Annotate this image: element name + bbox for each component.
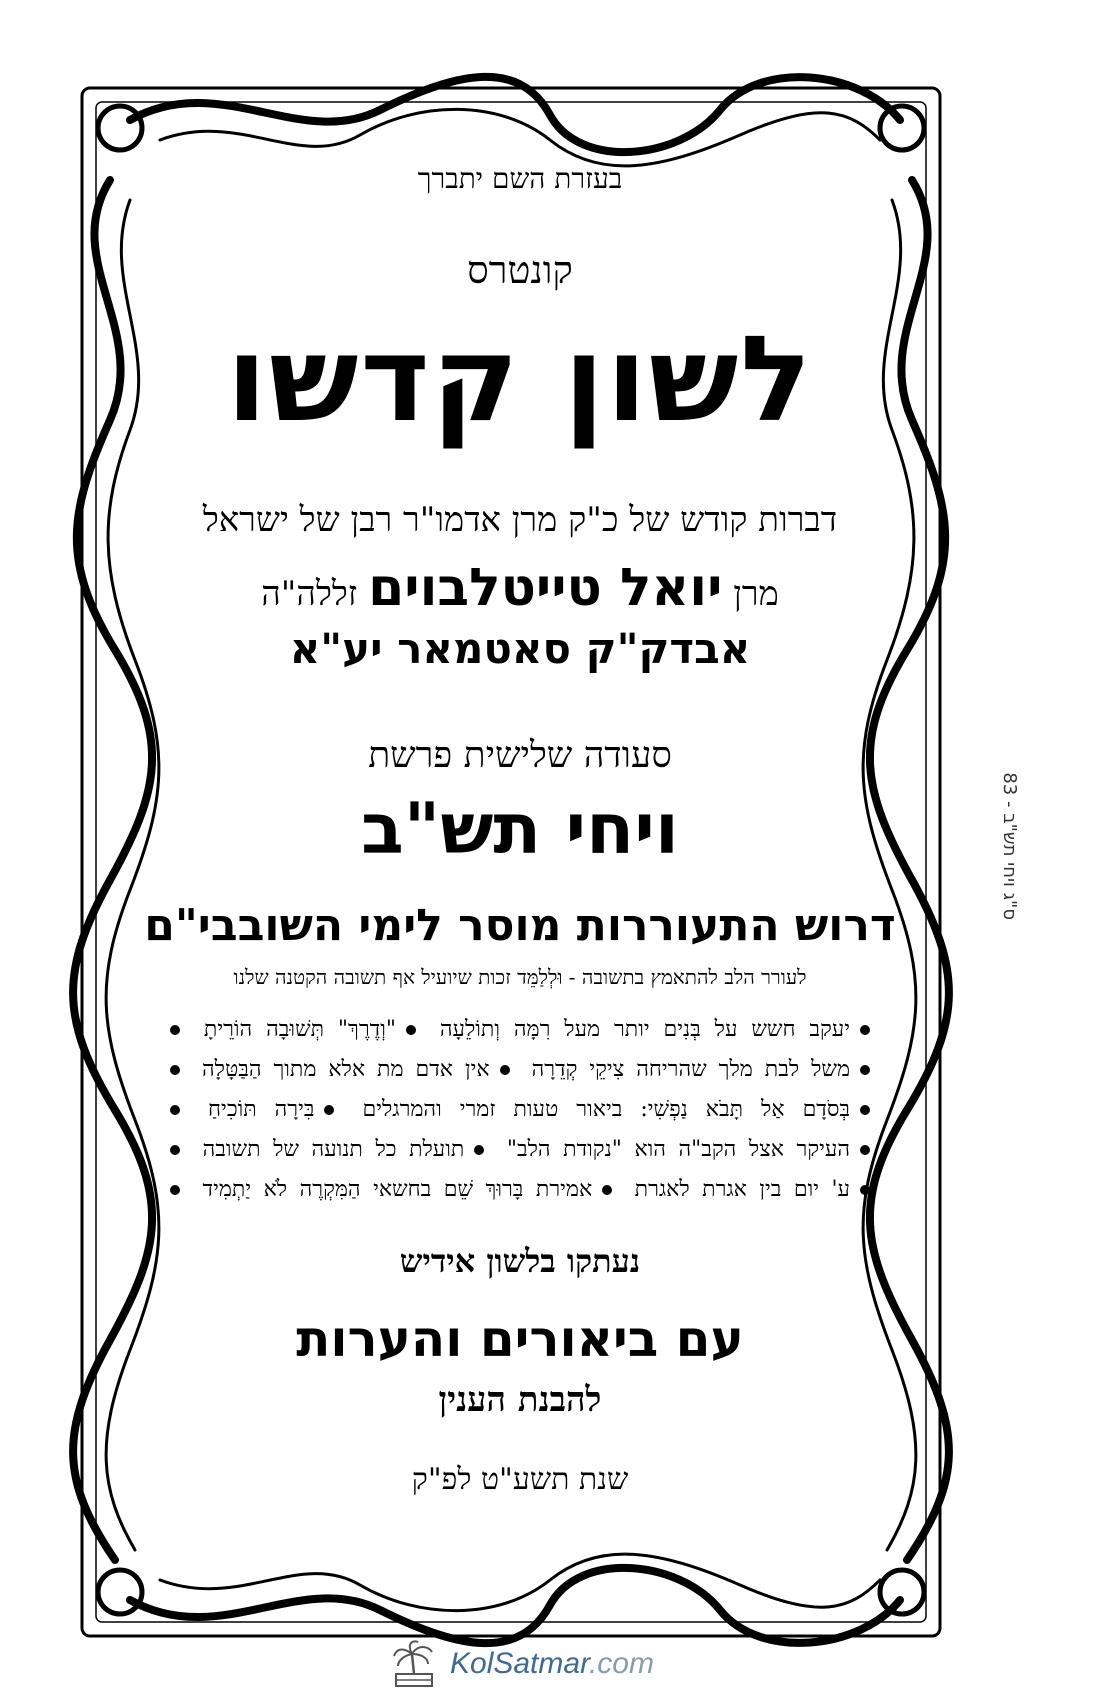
av-line: אבדק"ק סאטמאר יע"א bbox=[289, 624, 751, 673]
bullet-text: אמירת בָּרוּךְ שֵׁם בחשאי bbox=[373, 1177, 593, 1202]
bullet-text: אין אדם מת אלא מתוך הַבַּטָּלָה bbox=[202, 1057, 490, 1082]
bullet-dot-icon bbox=[500, 1065, 510, 1075]
bullet-text: הַמִּקְרֶה לֹא יַתְמִיד bbox=[202, 1177, 361, 1202]
maran-prefix: מרן bbox=[733, 574, 779, 614]
bullet-row bbox=[160, 1130, 880, 1170]
side-page-label: ס"ג ויחי תש"ב - 83 bbox=[999, 772, 1020, 920]
title-content bbox=[140, 140, 900, 1560]
bullet-row bbox=[160, 1050, 880, 1090]
bullet-dot-icon bbox=[170, 1145, 180, 1155]
for-understanding: להבנת הענין bbox=[438, 1380, 602, 1420]
kolsatmar-brand[interactable] bbox=[388, 1634, 654, 1694]
drush-title: דרוש התעוררות מוסר לימי השובבי"ם bbox=[144, 900, 896, 951]
bullet-text: העיקר אצל הקב"ה הוא "נקודת הלב" bbox=[506, 1137, 850, 1162]
bullet-text: תועלת כל תנועה של תשובה bbox=[202, 1137, 465, 1162]
palm-tree-books-logo-icon bbox=[388, 1638, 440, 1690]
bullet-dot-icon bbox=[170, 1185, 180, 1195]
bullet-dot-icon bbox=[170, 1105, 180, 1115]
bullet-row bbox=[160, 1010, 880, 1050]
year-line: שנת תשע"ט לפ"ק bbox=[411, 1462, 629, 1497]
brand-name: KolSatmar.com bbox=[450, 1647, 654, 1680]
translated-line: נעתקו בלשון אידיש bbox=[399, 1242, 641, 1280]
bullet-dot-icon bbox=[860, 1105, 870, 1115]
topic-bullets bbox=[160, 1010, 880, 1210]
bullet-text: יעקב חשש על בְּנִים יותר מעל רִמָּה וְתוֹלֵעָה bbox=[439, 1017, 851, 1042]
maran-line bbox=[140, 558, 900, 618]
parsha-title: ויחי תש"ב bbox=[361, 788, 679, 870]
bullet-dot-icon bbox=[170, 1065, 180, 1075]
bullet-dot-icon bbox=[474, 1145, 484, 1155]
bullet-dot-icon bbox=[406, 1025, 416, 1035]
bullet-text: בִּירָה תּוֹכִיחַ bbox=[208, 1097, 315, 1122]
bullet-row bbox=[160, 1090, 880, 1130]
bullet-dot-icon bbox=[860, 1025, 870, 1035]
seuda-line: סעודה שלישית פרשת bbox=[368, 735, 672, 776]
header-blessing: בעזרת השם יתברך bbox=[417, 162, 623, 195]
maran-suffix: זללה"ה bbox=[261, 574, 358, 614]
bullet-dot-icon bbox=[860, 1145, 870, 1155]
bullet-text: "וְדֶרֶךְ" תְּשׁוּבָה הוֹרֵיתָ bbox=[203, 1017, 396, 1042]
bullet-dot-icon bbox=[170, 1025, 180, 1035]
bullet-dot-icon bbox=[602, 1185, 612, 1195]
bullet-dot-icon bbox=[324, 1105, 334, 1115]
bullet-dot-icon bbox=[860, 1065, 870, 1075]
bullet-row bbox=[160, 1170, 880, 1210]
leorer-line: לעורר הלב להתאמץ בתשובה - וּלְלַמֵּד זכות שיועיל אף תשובה הקטנה שלנו bbox=[233, 965, 807, 989]
maran-name: יואל טייטלבוים bbox=[368, 558, 723, 618]
bullet-text: משל לבת מלך שהריחה צִיקֵי קְדֵרָה bbox=[531, 1057, 851, 1082]
with-notes-title: עם ביאורים והערות bbox=[296, 1310, 744, 1368]
main-title: לשון קדשו bbox=[226, 310, 814, 448]
kuntres-label: קונטרס bbox=[467, 248, 573, 292]
bullet-text: ע' יום בין אגרת לאגרת bbox=[634, 1177, 850, 1202]
bullet-text: בְּסֹדָם אַל תָּבֹא נַפְשִׁי: ביאור טעות זמרי והמרגלים bbox=[362, 1097, 850, 1122]
bullet-dot-icon bbox=[860, 1185, 870, 1195]
divrei-line: דברות קודש של כ"ק מרן אדמו"ר רבן של ישראל bbox=[202, 500, 838, 540]
